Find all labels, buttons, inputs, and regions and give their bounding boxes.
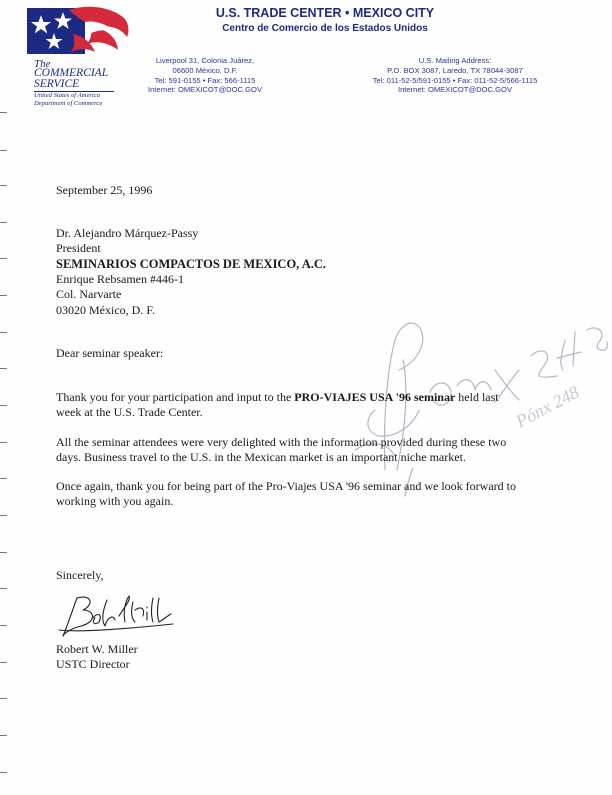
- recipient-street: Enrique Rebsamen #446-1: [56, 272, 184, 286]
- letterhead-title: U.S. TRADE CENTER • MEXICO CITY: [215, 6, 435, 20]
- signer-name: Robert W. Miller: [56, 642, 138, 656]
- address-line: Internet: OMEXICOT@DOC.GOV: [397, 85, 513, 95]
- letterhead-subtitle: Centro de Comercio de los Estados Unidos: [222, 23, 428, 34]
- signature-image: [55, 592, 185, 642]
- letter-date: September 25, 1996: [56, 183, 153, 197]
- address-line: Liverpool 31, Colonia Juárez,: [155, 56, 255, 65]
- commercial-service-logo: [27, 6, 132, 106]
- paragraph-3-line-2: working with you again.: [56, 494, 174, 508]
- logo-sub-line1: United States of America: [34, 92, 100, 99]
- closing: Sincerely,: [56, 568, 104, 582]
- recipient-city: 03020 México, D. F.: [56, 303, 156, 317]
- address-line: Tel: 011-52-5/591-0155 • Fax: 011-52-5/566-1115: [372, 75, 538, 85]
- signature-text: Bob Miller: [55, 641, 60, 642]
- paragraph-1-line-2: week at the U.S. Trade Center.: [56, 405, 203, 419]
- address-line: Tel: 591-0155 • Fax: 566-1115: [154, 75, 256, 85]
- salutation: Dear seminar speaker:: [56, 346, 164, 360]
- logo-sub-line2: Department of Commerce: [34, 99, 103, 107]
- recipient-district: Col. Narvarte: [56, 287, 122, 301]
- paragraph-1-text: held last: [455, 390, 499, 404]
- paragraph-3-line-1: Once again, thank you for being part of the Pro-Viajes USA '96 seminar and we look forward to: [56, 479, 516, 493]
- logo-name-line2: SERVICE: [34, 78, 80, 90]
- recipient-title: President: [56, 241, 101, 255]
- signer-title: USTC Director: [56, 657, 130, 671]
- handwritten-annotation-text: Pónx 248: [512, 381, 583, 432]
- address-line: U.S. Mailing Address:: [418, 56, 492, 65]
- paragraph-2-line-1: All the seminar attendees were very delighted with the information provided during these two: [56, 435, 507, 449]
- paragraph-1-line-1: [56, 390, 499, 405]
- flag-stars-icon: [27, 6, 132, 62]
- seminar-name: PRO-VIAJES USA '96 seminar: [294, 390, 456, 404]
- logo-name-text: [34, 68, 108, 90]
- address-mexico: [130, 56, 280, 95]
- address-line: Internet: OMEXICOT@DOC.GOV: [147, 85, 263, 95]
- address-line: 06600 México, D.F.: [172, 65, 238, 75]
- recipient-name: Dr. Alejandro Márquez-Passy: [56, 226, 199, 240]
- logo-subtitle: [34, 92, 102, 107]
- address-us-mailing: [350, 56, 560, 95]
- paragraph-2-line-2: days. Business travel to the U.S. in the Mexican market is an important niche market.: [56, 450, 466, 464]
- recipient-organization: SEMINARIOS COMPACTOS DE MEXICO, A.C.: [56, 257, 327, 271]
- page-edge-ticks: [0, 0, 8, 795]
- logo-name-line1: COMMERCIAL: [34, 67, 109, 79]
- logo-the-text: The: [34, 58, 51, 70]
- address-line: P.O. BOX 3087, Laredo, TX 78044-3087: [387, 65, 523, 75]
- paragraph-1-text: Thank you for your participation and input to the: [56, 390, 295, 404]
